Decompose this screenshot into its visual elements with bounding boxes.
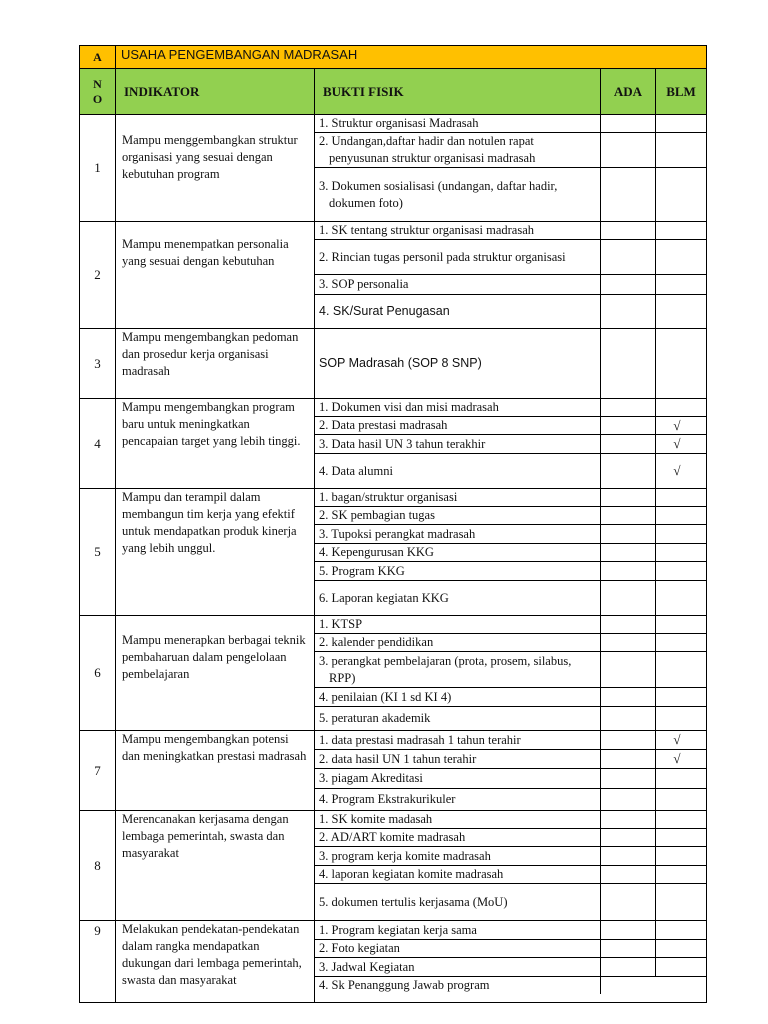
evidence-row (315, 435, 706, 454)
blm-cell[interactable] (656, 399, 706, 416)
evidence-row (315, 634, 706, 652)
group-number: 6 (80, 616, 116, 730)
indicator-group-2 (79, 222, 707, 329)
ada-cell[interactable] (601, 525, 656, 543)
ada-cell[interactable] (601, 688, 656, 706)
ada-cell[interactable] (601, 435, 656, 453)
evidence-row (315, 769, 706, 789)
indicator-group-6 (79, 616, 707, 731)
ada-cell[interactable] (601, 866, 656, 883)
indicator-group-5 (79, 489, 707, 616)
evidence-text: 2. data hasil UN 1 tahun terahir (315, 750, 601, 768)
indicator-text: Mampu mengembangkan program baru untuk meningkatkan pencapaian target yang lebih tinggi. (116, 399, 315, 488)
evidence-text: 2. kalender pendidikan (315, 634, 601, 651)
blm-cell[interactable] (656, 847, 706, 865)
blm-cell[interactable]: √ (673, 732, 681, 747)
evidence-text: 3. Dokumen sosialisasi (undangan, daftar hadir, dokumen foto) (315, 168, 601, 221)
blm-cell[interactable] (656, 884, 706, 920)
indicator-text: Mampu menempatkan personalia yang sesuai dengan kebutuhan (116, 222, 315, 328)
evidence-row (315, 562, 706, 581)
evidence-row (315, 652, 706, 688)
group-number: 4 (80, 399, 116, 488)
evidence-row (315, 275, 706, 295)
column-header-row (79, 69, 707, 115)
blm-cell[interactable] (656, 275, 706, 294)
indicator-text: Mampu mengembangkan pedoman dan prosedur kerja organisasi madrasah (116, 329, 315, 398)
evidence-text: 4. Kepengurusan KKG (315, 544, 601, 561)
evidence-row (315, 847, 706, 866)
evidence-row (315, 940, 706, 958)
group-number: 8 (80, 811, 116, 920)
ada-cell[interactable] (601, 115, 656, 132)
indicator-text: Mampu menggembangkan struktur organisasi yang sesuai dengan kebutuhan program (116, 115, 315, 221)
indicator-text: Melakukan pendekatan-pendekatan dalam rangka mendapatkan dukungan dari lembaga pemerintah, swasta dan masyarakat (116, 921, 315, 1002)
evidence-text: SOP Madrasah (SOP 8 SNP) (315, 329, 601, 398)
evidence-row (315, 133, 706, 168)
blm-cell[interactable] (656, 688, 706, 706)
blm-cell[interactable] (656, 958, 706, 976)
evidence-row (315, 329, 706, 398)
evidence-text: 2. Undangan,daftar hadir dan notulen rapat penyusunan struktur organisasi madrasah (315, 133, 601, 167)
evidence-row (315, 240, 706, 275)
ada-cell[interactable] (601, 581, 656, 615)
blm-cell[interactable] (656, 329, 706, 398)
ada-cell[interactable] (601, 133, 656, 167)
blm-cell[interactable] (656, 829, 706, 846)
blm-cell[interactable]: √ (673, 463, 681, 478)
evidence-row (315, 544, 706, 562)
ada-cell[interactable] (601, 750, 656, 768)
ada-cell[interactable] (601, 562, 656, 580)
assessment-table (79, 45, 707, 1003)
ada-cell[interactable] (601, 789, 656, 810)
blm-cell[interactable] (656, 544, 706, 561)
ada-cell[interactable] (601, 417, 656, 434)
evidence-row (315, 168, 706, 221)
evidence-text: 4. penilaian (KI 1 sd KI 4) (315, 688, 601, 706)
evidence-row (315, 489, 706, 507)
evidence-row (315, 866, 706, 884)
evidence-text: 2. Foto kegiatan (315, 940, 601, 957)
indicator-text: Mampu mengembangkan potensi dan meningkatkan prestasi madrasah (116, 731, 315, 810)
group-number: 3 (80, 329, 116, 398)
indicator-group-3 (79, 329, 707, 399)
indicator-group-1 (79, 115, 707, 222)
blm-cell[interactable] (656, 115, 706, 132)
ada-cell[interactable] (601, 507, 656, 524)
ada-cell[interactable] (601, 168, 656, 221)
blm-cell[interactable] (656, 707, 706, 730)
evidence-row (315, 958, 706, 977)
ada-cell[interactable] (601, 399, 656, 416)
evidence-text: 4. Data alumni (315, 454, 601, 488)
evidence-row (315, 525, 706, 544)
section-letter: A (80, 46, 116, 68)
ada-cell[interactable] (601, 652, 656, 687)
evidence-row (315, 707, 706, 730)
evidence-text: 4. laporan kegiatan komite madrasah (315, 866, 601, 883)
evidence-row (315, 750, 706, 769)
evidence-row (315, 454, 706, 488)
indicator-group-8 (79, 811, 707, 921)
blm-cell[interactable] (656, 240, 706, 274)
blm-cell[interactable]: √ (673, 417, 681, 433)
blm-cell[interactable] (656, 489, 706, 506)
evidence-row (315, 731, 706, 750)
evidence-text: 5. Program KKG (315, 562, 601, 580)
evidence-text: 3. Jadwal Kegiatan (315, 958, 601, 976)
evidence-text: 1. Program kegiatan kerja sama (315, 921, 601, 939)
section-title: USAHA PENGEMBANGAN MADRASAH (121, 47, 358, 62)
evidence-text: 1. data prestasi madrasah 1 tahun terahir (315, 731, 601, 749)
blm-cell[interactable]: √ (673, 436, 681, 451)
blm-cell[interactable] (656, 866, 706, 883)
evidence-row (315, 921, 706, 940)
evidence-row (315, 295, 706, 328)
evidence-text: 1. Dokumen visi dan misi madrasah (315, 399, 601, 416)
blm-cell[interactable] (656, 525, 706, 543)
ada-cell[interactable] (601, 489, 656, 506)
evidence-row (315, 222, 706, 240)
blm-cell[interactable]: √ (673, 751, 681, 766)
header-indikator: INDIKATOR (116, 69, 315, 114)
evidence-text: 4. Sk Penanggung Jawab program (315, 977, 601, 994)
ada-cell[interactable] (601, 454, 656, 488)
ada-cell[interactable] (601, 222, 656, 239)
evidence-row (315, 688, 706, 707)
evidence-text: 1. bagan/struktur organisasi (315, 489, 601, 506)
group-number: 1 (80, 115, 116, 221)
group-number: 7 (80, 731, 116, 810)
ada-cell[interactable] (601, 940, 656, 957)
ada-cell[interactable] (601, 958, 656, 976)
evidence-text: 1. SK tentang struktur organisasi madrasah (315, 222, 601, 239)
evidence-text: 3. perangkat pembelajaran (prota, prosem, silabus, RPP) (315, 652, 601, 687)
evidence-text: 1. SK komite madasah (315, 811, 601, 828)
evidence-text: 3. Data hasil UN 3 tahun terakhir (315, 435, 601, 453)
indicator-group-4 (79, 399, 707, 489)
evidence-row (315, 977, 706, 1002)
header-ada: ADA (601, 69, 656, 114)
ada-cell[interactable] (601, 240, 656, 274)
section-title-row (79, 45, 707, 69)
group-number: 9 (80, 921, 116, 1002)
group-number: 2 (80, 222, 116, 328)
evidence-text: 3. piagam Akreditasi (315, 769, 601, 788)
evidence-row (315, 115, 706, 133)
ada-cell[interactable] (601, 884, 656, 920)
blm-cell[interactable] (656, 581, 706, 615)
header-bukti-fisik: BUKTI FISIK (315, 69, 601, 114)
evidence-text: 3. SOP personalia (315, 275, 601, 294)
ada-cell[interactable] (601, 329, 656, 398)
ada-cell[interactable] (601, 295, 656, 328)
ada-cell[interactable] (601, 731, 656, 749)
evidence-text: 6. Laporan kegiatan KKG (315, 581, 601, 615)
blm-cell[interactable] (656, 562, 706, 580)
blm-cell[interactable] (656, 507, 706, 524)
group-number: 5 (80, 489, 116, 615)
evidence-text: 2. SK pembagian tugas (315, 507, 601, 524)
indicator-group-7 (79, 731, 707, 811)
ada-cell[interactable] (601, 921, 656, 939)
ada-cell[interactable] (601, 829, 656, 846)
blm-cell[interactable] (656, 634, 706, 651)
evidence-text: 3. program kerja komite madrasah (315, 847, 601, 865)
blm-cell[interactable] (656, 652, 706, 687)
evidence-text: 2. AD/ART komite madrasah (315, 829, 601, 846)
ada-cell[interactable] (601, 769, 656, 788)
indicator-text: Mampu dan terampil dalam membangun tim kerja yang efektif untuk mendapatkan produk kinerja yang lebih unggul. (116, 489, 315, 615)
ada-cell[interactable] (601, 275, 656, 294)
ada-cell[interactable] (601, 811, 656, 828)
blm-cell[interactable] (656, 295, 706, 328)
header-no-o: O (92, 91, 103, 106)
evidence-text: 2. Rincian tugas personil pada struktur organisasi (315, 240, 601, 274)
header-blm: BLM (666, 83, 696, 99)
evidence-row (315, 884, 706, 920)
blm-cell[interactable] (656, 222, 706, 239)
evidence-text: 4. SK/Surat Penugasan (315, 295, 601, 328)
indicator-text: Merencanakan kerjasama dengan lembaga pemerintah, swasta dan masyarakat (116, 811, 315, 920)
blm-cell[interactable] (656, 168, 706, 221)
evidence-row (315, 399, 706, 417)
ada-cell[interactable] (601, 847, 656, 865)
evidence-text: 1. KTSP (315, 616, 601, 633)
ada-cell[interactable] (601, 707, 656, 730)
evidence-text: 3. Tupoksi perangkat madrasah (315, 525, 601, 543)
evidence-text: 1. Struktur organisasi Madrasah (315, 115, 601, 132)
indicator-group-9 (79, 921, 707, 1003)
evidence-text: 5. dokumen tertulis kerjasama (MoU) (315, 884, 601, 920)
ada-cell[interactable] (601, 634, 656, 651)
header-no-n: N (93, 76, 102, 91)
ada-cell[interactable] (601, 616, 656, 633)
evidence-row (315, 417, 706, 435)
ada-cell[interactable] (601, 544, 656, 561)
evidence-row (315, 811, 706, 829)
evidence-text: 2. Data prestasi madrasah (315, 417, 601, 434)
blm-cell[interactable] (656, 811, 706, 828)
indicator-text: Mampu menerapkan berbagai teknik pembaharuan dalam pengelolaan pembelajaran (116, 616, 315, 730)
blm-cell[interactable] (656, 921, 706, 939)
header-no (80, 69, 116, 114)
blm-cell[interactable] (656, 769, 706, 788)
evidence-text: 4. Program Ekstrakurikuler (315, 789, 601, 810)
evidence-row (315, 616, 706, 634)
blm-cell[interactable] (656, 789, 706, 810)
evidence-row (315, 789, 706, 810)
evidence-text: 5. peraturan akademik (315, 707, 601, 730)
blm-cell[interactable] (656, 616, 706, 633)
blm-cell[interactable] (656, 133, 706, 167)
evidence-row (315, 507, 706, 525)
evidence-row (315, 829, 706, 847)
evidence-row (315, 581, 706, 615)
blm-cell[interactable] (656, 940, 706, 957)
